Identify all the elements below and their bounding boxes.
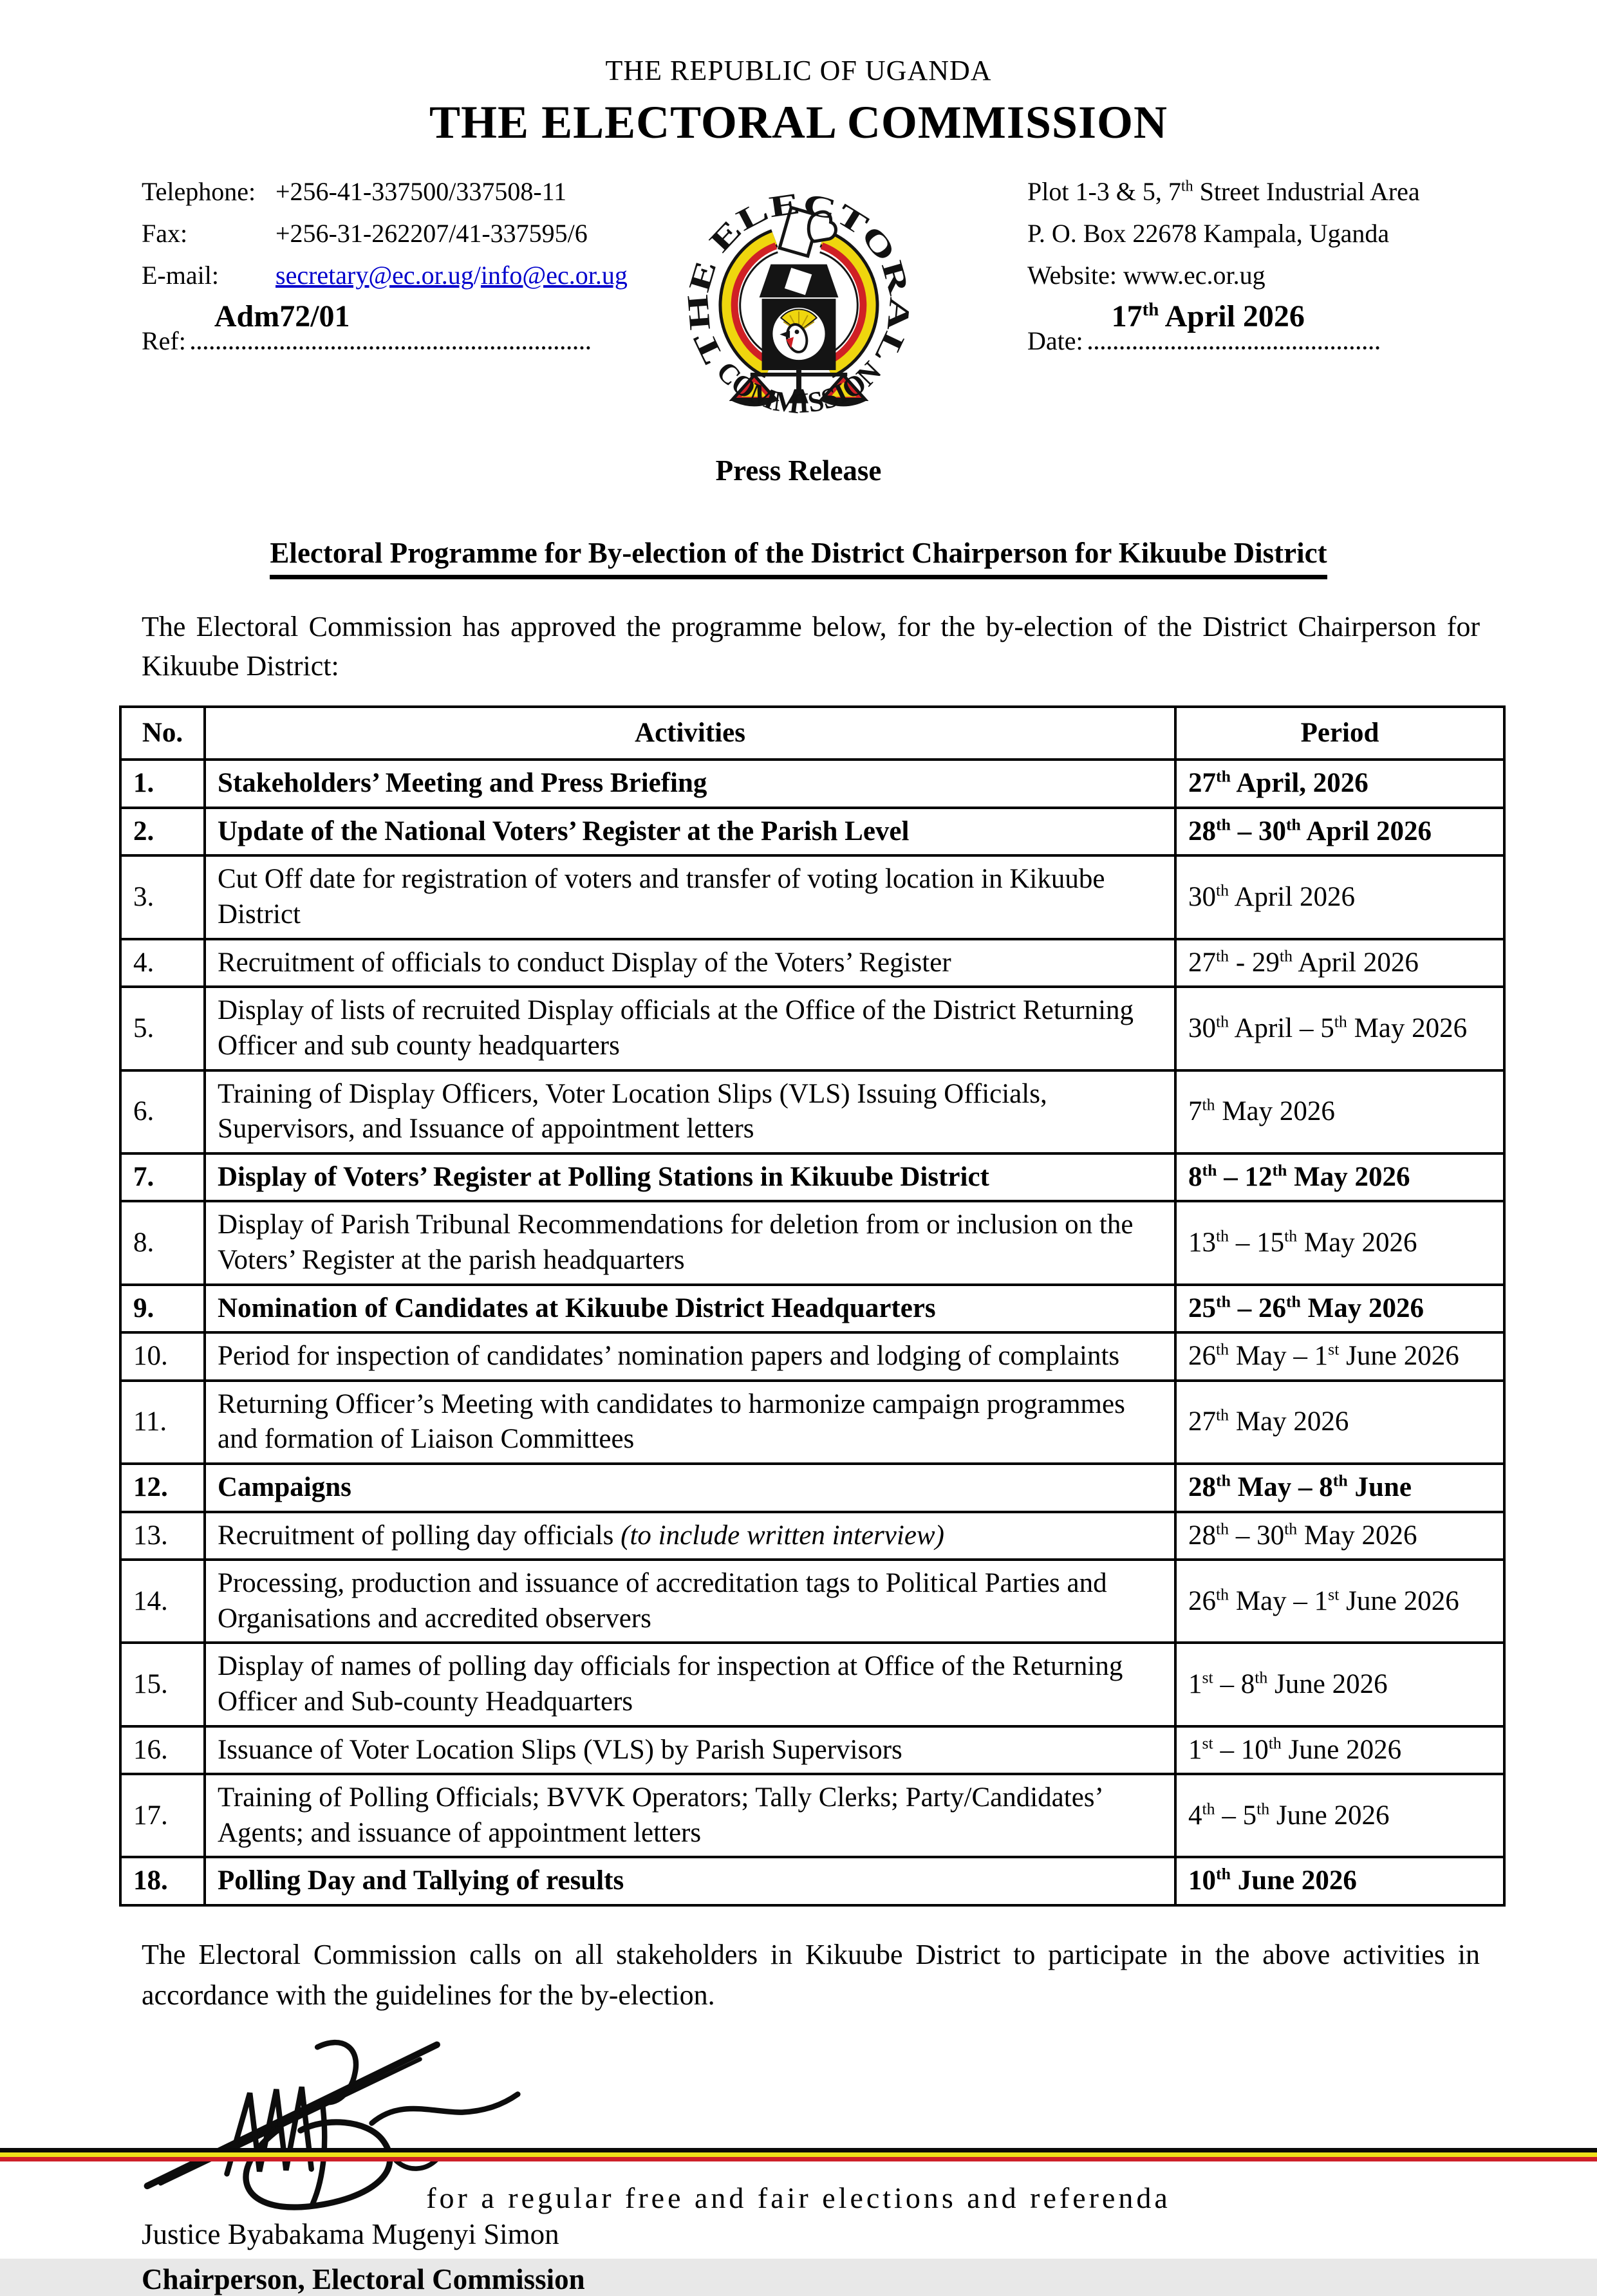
press-release-title: Press Release <box>715 454 882 487</box>
row-number-cell: 6. <box>120 1070 205 1153</box>
activity-cell: Recruitment of polling day officials (to include written interview) <box>205 1512 1175 1560</box>
table-row <box>120 1285 1504 1333</box>
table-row <box>120 1774 1504 1857</box>
activity-cell: Campaigns <box>205 1464 1175 1512</box>
activity-cell: Training of Display Officers, Voter Location Slips (VLS) Issuing Officials, Supervisors, and Issuance of appointment letters <box>205 1070 1175 1153</box>
email-label: E-mail: <box>142 260 219 290</box>
table-row <box>120 808 1504 856</box>
activity-cell: Display of lists of recruited Display officials at the Office of the District Returning Officer and sub county headquarters <box>205 987 1175 1070</box>
activity-cell: Nomination of Candidates at Kikuube District Headquarters <box>205 1285 1175 1333</box>
column-header-period: Period <box>1175 707 1504 760</box>
table-row <box>120 987 1504 1070</box>
row-number-cell: 13. <box>120 1512 205 1560</box>
activity-cell: Polling Day and Tallying of results <box>205 1857 1175 1905</box>
row-number-cell: 12. <box>120 1464 205 1512</box>
flag-stripe-yellow <box>0 2152 1597 2157</box>
period-cell: 30th April 2026 <box>1175 855 1504 938</box>
ref-line <box>142 299 644 362</box>
closing-paragraph: The Electoral Commission calls on all stakeholders in Kikuube District to participate in the above activities in accordance with the guidelines for the by-election. <box>142 1939 1480 2011</box>
flag-stripe-red <box>0 2157 1597 2161</box>
period-cell: 28th May – 8th June <box>1175 1464 1504 1512</box>
fax-value: +256-31-262207/41-337595/6 <box>276 218 588 248</box>
email-separator: / <box>473 260 481 290</box>
activity-cell: Display of Voters’ Register at Polling Stations in Kikuube District <box>205 1153 1175 1202</box>
period-cell: 30th April – 5th May 2026 <box>1175 987 1504 1070</box>
date-value: 17th April 2026 <box>1111 299 1305 333</box>
table-row <box>120 1464 1504 1512</box>
activity-cell: Returning Officer’s Meeting with candidates to harmonize campaign programmes and formation of Liaison Committees <box>205 1381 1175 1464</box>
table-row <box>120 1332 1504 1381</box>
table-row <box>120 1726 1504 1775</box>
table-row <box>120 760 1504 808</box>
table-row <box>120 1560 1504 1643</box>
period-cell: 8th – 12th May 2026 <box>1175 1153 1504 1202</box>
email-primary-link[interactable]: secretary@ec.or.ug <box>276 260 474 290</box>
email-secondary-link[interactable]: info@ec.or.ug <box>480 260 628 290</box>
row-number-cell: 9. <box>120 1285 205 1333</box>
table-row <box>120 1153 1504 1202</box>
table-row <box>120 1512 1504 1560</box>
row-number-cell: 2. <box>120 808 205 856</box>
ref-label: Ref: <box>142 326 186 356</box>
row-number-cell: 18. <box>120 1857 205 1905</box>
row-number-cell: 8. <box>120 1201 205 1284</box>
table-row <box>120 1857 1504 1905</box>
signatory-title: Chairperson, Electoral Commission <box>142 2263 585 2296</box>
row-number-cell: 14. <box>120 1560 205 1643</box>
date-line <box>1027 299 1484 362</box>
footer-slogan: for a regular free and fair elections and referenda <box>426 2181 1171 2214</box>
activity-cell: Display of Parish Tribunal Recommendations for deletion from or inclusion on the Voters’ Register at the parish headquarters <box>205 1201 1175 1284</box>
document-subject-title: Electoral Programme for By-election of the District Chairperson for Kikuube District <box>0 536 1597 579</box>
address-line2: P. O. Box 22678 Kampala, Uganda <box>1027 218 1390 248</box>
row-number-cell: 17. <box>120 1774 205 1857</box>
period-cell: 26th May – 1st June 2026 <box>1175 1332 1504 1381</box>
activity-cell: Issuance of Voter Location Slips (VLS) by Parish Supervisors <box>205 1726 1175 1775</box>
country-title: THE REPUBLIC OF UGANDA <box>605 55 992 86</box>
activity-cell: Recruitment of officials to conduct Display of the Voters’ Register <box>205 939 1175 987</box>
period-cell: 4th – 5th June 2026 <box>1175 1774 1504 1857</box>
programme-table-body <box>120 760 1504 1905</box>
activity-cell: Cut Off date for registration of voters and transfer of voting location in Kikuube District <box>205 855 1175 938</box>
logo-top-text: THE ELECTORAL <box>682 187 917 369</box>
period-cell: 28th – 30th April 2026 <box>1175 808 1504 856</box>
period-cell: 26th May – 1st June 2026 <box>1175 1560 1504 1643</box>
table-row <box>120 1643 1504 1726</box>
address-line1: Plot 1-3 & 5, 7th Street Industrial Area <box>1027 177 1420 206</box>
period-cell: 27th - 29th April 2026 <box>1175 939 1504 987</box>
activity-cell: Update of the National Voters’ Register at the Parish Level <box>205 808 1175 856</box>
row-number-cell: 3. <box>120 855 205 938</box>
period-cell: 7th May 2026 <box>1175 1070 1504 1153</box>
period-cell: 13th – 15th May 2026 <box>1175 1201 1504 1284</box>
period-cell: 10th June 2026 <box>1175 1857 1504 1905</box>
column-header-no: No. <box>120 707 205 760</box>
row-number-cell: 4. <box>120 939 205 987</box>
activity-cell: Period for inspection of candidates’ nomination papers and lodging of complaints <box>205 1332 1175 1381</box>
page-footer <box>0 2148 1597 2259</box>
table-row <box>120 939 1504 987</box>
fax-line <box>142 213 644 255</box>
period-cell: 28th – 30th May 2026 <box>1175 1512 1504 1560</box>
row-number-cell: 10. <box>120 1332 205 1381</box>
date-dotted-line <box>1088 299 1379 350</box>
contact-block-left <box>142 171 644 362</box>
ref-value: Adm72/01 <box>214 299 350 333</box>
row-number-cell: 7. <box>120 1153 205 1202</box>
organisation-title: THE ELECTORAL COMMISSION <box>429 97 1168 148</box>
row-number-cell: 11. <box>120 1381 205 1464</box>
telephone-line <box>142 171 644 213</box>
signatory-name: Justice Byabakama Mugenyi Simon <box>142 2218 559 2251</box>
activity-cell: Display of names of polling day officials for inspection at Office of the Returning Officer and Sub-county Headquarters <box>205 1643 1175 1726</box>
programme-table <box>119 705 1506 1907</box>
activity-cell: Stakeholders’ Meeting and Press Briefing <box>205 760 1175 808</box>
activity-cell: Training of Polling Officials; BVVK Operators; Tally Clerks; Party/Candidates’ Agents; and issuance of appointment letters <box>205 1774 1175 1857</box>
logo-bottom-text: COMMISSION <box>710 355 888 420</box>
period-cell: 27th April, 2026 <box>1175 760 1504 808</box>
ref-dotted-line <box>191 299 590 350</box>
period-cell: 27th May 2026 <box>1175 1381 1504 1464</box>
telephone-value: +256-41-337500/337508-11 <box>276 177 567 206</box>
period-cell: 25th – 26th May 2026 <box>1175 1285 1504 1333</box>
row-number-cell: 15. <box>120 1643 205 1726</box>
flag-stripe-black <box>0 2148 1597 2152</box>
table-header-row <box>120 707 1504 760</box>
period-cell: 1st – 8th June 2026 <box>1175 1643 1504 1726</box>
telephone-label: Telephone: <box>142 177 256 206</box>
table-row <box>120 855 1504 938</box>
column-header-activities: Activities <box>205 707 1175 760</box>
date-label: Date: <box>1027 326 1083 356</box>
period-cell: 1st – 10th June 2026 <box>1175 1726 1504 1775</box>
email-line <box>142 255 644 297</box>
fax-label: Fax: <box>142 218 188 248</box>
row-number-cell: 16. <box>120 1726 205 1775</box>
uganda-flag-bar <box>0 2148 1597 2161</box>
table-row <box>120 1070 1504 1153</box>
intro-paragraph: The Electoral Commission has approved the programme below, for the by-election of the District Chairperson for Kikuube District: <box>142 611 1480 682</box>
table-row <box>120 1381 1504 1464</box>
row-number-cell: 5. <box>120 987 205 1070</box>
activity-cell: Processing, production and issuance of accreditation tags to Political Parties and Organisations and accredited observers <box>205 1560 1175 1643</box>
table-row <box>120 1201 1504 1284</box>
row-number-cell: 1. <box>120 760 205 808</box>
contact-block-right <box>1027 171 1484 362</box>
email-values <box>276 255 628 297</box>
website-line: Website: www.ec.or.ug <box>1027 260 1265 290</box>
electoral-commission-logo <box>671 178 926 433</box>
